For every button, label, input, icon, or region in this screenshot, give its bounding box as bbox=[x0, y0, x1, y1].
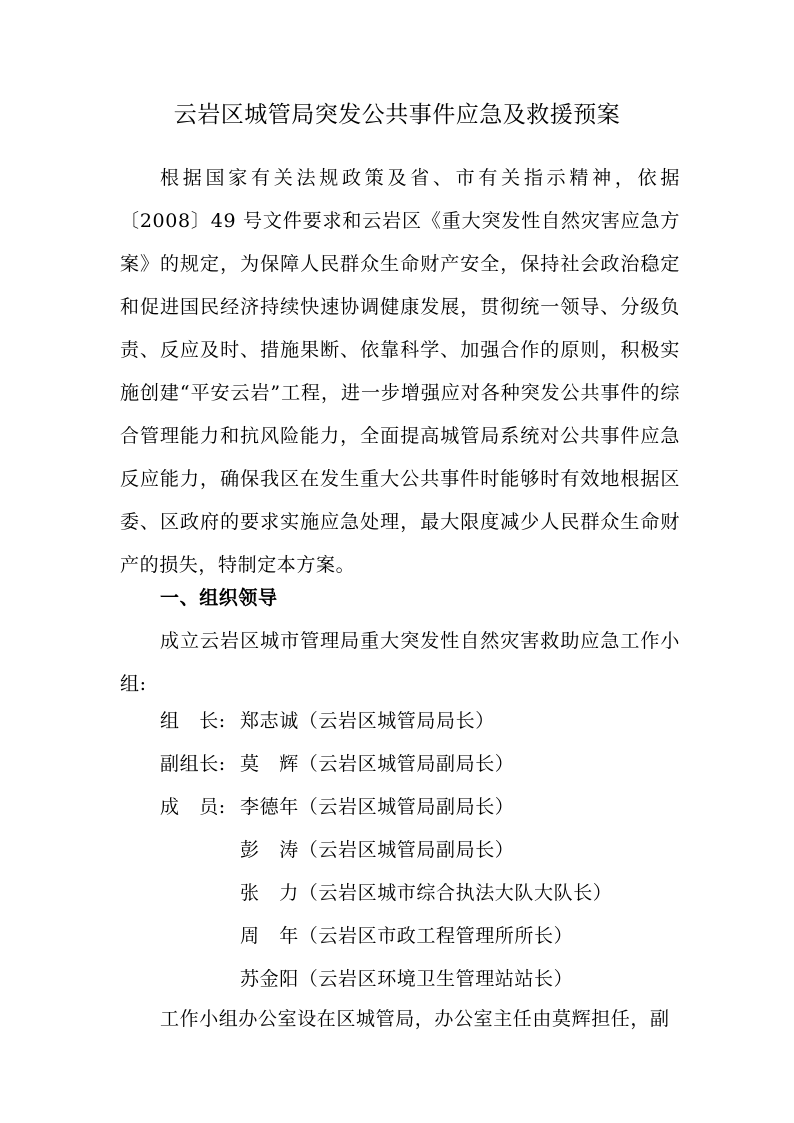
member-entry: 郑志诚（云岩区城管局局长） bbox=[240, 710, 495, 732]
member-entry: 莫 辉（云岩区城管局副局长） bbox=[240, 753, 515, 775]
section-heading-organization: 一、组织领导 bbox=[160, 587, 278, 609]
member-row bbox=[240, 872, 612, 915]
member-entry: 张 力（云岩区城市综合执法大队大队长） bbox=[240, 882, 613, 904]
member-role: 组 长: bbox=[160, 710, 226, 732]
working-group-paragraph: 成立云岩区城市管理局重大突发性自然灾害救助应急工作小组: bbox=[120, 630, 680, 695]
member-role: 成 员: bbox=[160, 796, 226, 818]
member-entry: 彭 涛（云岩区城管局副局长） bbox=[240, 839, 515, 861]
member-row bbox=[160, 786, 514, 829]
document-title: 云岩区城管局突发公共事件应急及救援预案 bbox=[173, 102, 621, 128]
member-entry: 周 年（云岩区市政工程管理所所长） bbox=[240, 925, 574, 947]
member-row bbox=[160, 743, 514, 786]
member-row bbox=[240, 958, 573, 1001]
member-row bbox=[160, 700, 495, 743]
office-paragraph: 工作小组办公室设在区城管局，办公室主任由莫辉担任，副 bbox=[160, 1008, 670, 1030]
member-row bbox=[240, 829, 514, 872]
member-row bbox=[240, 915, 573, 958]
member-role: 副组长: bbox=[160, 753, 226, 775]
member-entry: 苏金阳（云岩区环境卫生管理站站长） bbox=[240, 968, 574, 990]
member-entry: 李德年（云岩区城管局副局长） bbox=[240, 796, 515, 818]
intro-paragraph: 根据国家有关法规政策及省、市有关指示精神，依据〔2008〕49 号文件要求和云岩区《重大突发性自然灾害应急方案》的规定，为保障人民群众生命财产安全，保持社会政治稳定和促进国民经济持续快速协调健康发展，贯彻统一领导、分级负责、反应及时、措施果断、依靠科学、加强合作的原则，积极实施创建“平安云岩”工程，进一步增强应对各种突发公共事件的综合管理能力和抗风险能力，全面提高城管局系统对公共事件应急反应能力，确保我区在发生重大公共事件时能够时有效地根据区委、区政府的要求实施应急处理，最大限度减少人民群众生命财产的损失，特制定本方案。 bbox=[120, 167, 680, 576]
